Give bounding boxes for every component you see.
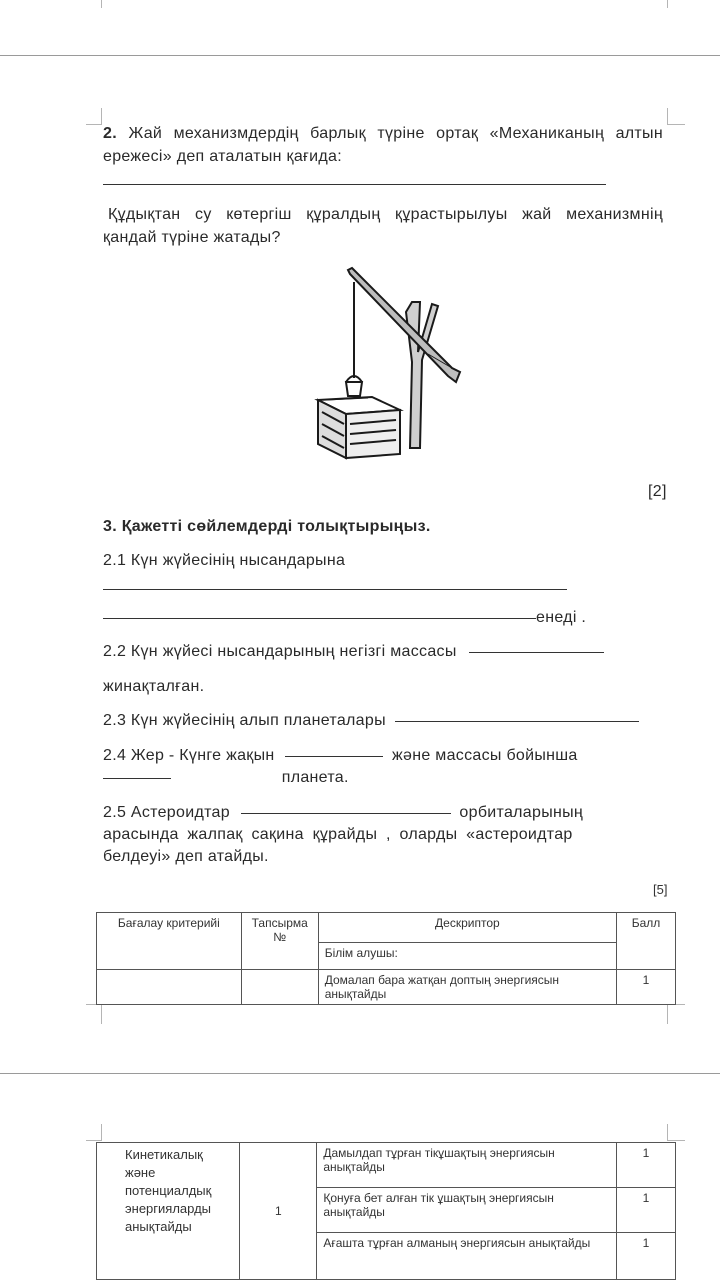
- crop-mark: [101, 108, 102, 125]
- ball-cell: 1: [616, 1188, 675, 1233]
- s22-end: жинақталған.: [103, 678, 205, 695]
- col-task-header: Тапсырма №: [241, 913, 318, 970]
- s24-text-c: планета.: [281, 769, 349, 786]
- q2-score: [2]: [648, 483, 667, 500]
- criterion-cell: Кинетикалық және потенциалдық энергияларды анықтайды: [97, 1143, 240, 1280]
- crop-mark: [667, 0, 668, 8]
- s25-line1: [103, 804, 583, 822]
- s23-line: [103, 712, 639, 730]
- q3-title: 3. Қажетті сөйлемдерді толықтырыңыз.: [103, 518, 431, 535]
- bucket: [346, 282, 362, 396]
- crop-mark: [86, 1140, 102, 1141]
- col-descriptor-header: Дескриптор: [318, 913, 616, 943]
- s24-answer-line1[interactable]: [285, 755, 383, 757]
- s23-text: 2.3 Күн жүйесінің алып планеталары: [103, 712, 386, 729]
- s21-answer-line1[interactable]: [103, 589, 567, 590]
- s22-text: 2.2 Күн жүйесі нысандарының негізгі массасы: [103, 643, 457, 660]
- q2-text: Жай механизмдердің барлық түріне ортақ «Механиканың алтын: [128, 125, 663, 142]
- s21-answer-line2[interactable]: [103, 617, 536, 619]
- criterion-cell: [97, 970, 242, 1005]
- q2-sub-line1: Құдықтан су көтергіш құралдың құрастырылуы жай механизмнің: [108, 206, 663, 223]
- descriptor-cell: Дамылдап тұрған тікұшақтың энергиясын анықтайды: [317, 1143, 617, 1188]
- s25-line3: белдеуі» деп атайды.: [103, 848, 269, 865]
- s24-text-a: 2.4 Жер - Күнге жақын: [103, 747, 275, 764]
- s22-answer-line[interactable]: [469, 651, 604, 653]
- well-box: [318, 397, 400, 458]
- assessment-table-header: [96, 912, 676, 1005]
- q2-line2: ережесі» деп аталатын қағида:: [103, 148, 342, 165]
- s24-text-b: және массасы бойынша: [392, 747, 578, 764]
- q2-line1: [103, 125, 663, 143]
- crop-mark: [86, 124, 102, 125]
- crop-mark: [667, 124, 685, 125]
- table-row: [97, 970, 676, 1005]
- s24-line2: [103, 769, 349, 787]
- q2-answer-line[interactable]: [103, 184, 606, 185]
- s24-answer-line2[interactable]: [103, 777, 171, 779]
- col-criterion-header: Бағалау критерийі: [97, 913, 242, 970]
- crop-mark: [101, 1004, 102, 1024]
- ball-cell: 1: [616, 1233, 675, 1280]
- page-separator-top: [0, 55, 720, 56]
- s23-answer-line[interactable]: [395, 720, 639, 722]
- page-separator-bottom: [0, 1073, 720, 1074]
- crop-mark: [667, 108, 668, 125]
- descriptor-subheader: Білім алушы:: [318, 943, 616, 970]
- descriptor-cell: Домалап бара жатқан доптың энергиясын анықтайды: [318, 970, 616, 1005]
- s25-text-a: 2.5 Астероидтар: [103, 804, 230, 821]
- task-cell: [241, 970, 318, 1005]
- ball-cell: 1: [616, 1143, 675, 1188]
- s24-line1: [103, 747, 578, 765]
- task-cell: 1: [240, 1143, 317, 1280]
- crop-mark: [667, 1124, 668, 1141]
- q3-score: [5]: [653, 882, 668, 897]
- s25-answer-line[interactable]: [241, 812, 451, 814]
- well-illustration: [310, 262, 470, 462]
- crop-mark: [101, 0, 102, 8]
- crop-mark: [667, 1140, 685, 1141]
- table-row: [97, 1143, 676, 1188]
- s21-line2: [103, 609, 586, 627]
- col-ball-header: Балл: [617, 913, 676, 970]
- crop-mark: [667, 1004, 668, 1024]
- s25-line2: арасында жалпақ сақина құрайды , оларды «астероидтар: [103, 826, 573, 843]
- descriptor-cell: Ағашта тұрған алманың энергиясын анықтайды: [317, 1233, 617, 1280]
- descriptor-cell: Қонуға бет алған тік ұшақтың энергиясын анықтайды: [317, 1188, 617, 1233]
- ball-cell: 1: [617, 970, 676, 1005]
- crop-mark: [101, 1124, 102, 1141]
- q2-sub-line2: қандай түріне жатады?: [103, 229, 281, 246]
- s21-text: 2.1 Күн жүйесінің нысандарына: [103, 552, 346, 569]
- q2-number: 2.: [103, 125, 117, 142]
- assessment-table-continued: [96, 1142, 676, 1280]
- s25-text-b: орбиталарының: [459, 804, 584, 821]
- s21-end: енеді .: [536, 609, 587, 626]
- s22-line: [103, 643, 604, 661]
